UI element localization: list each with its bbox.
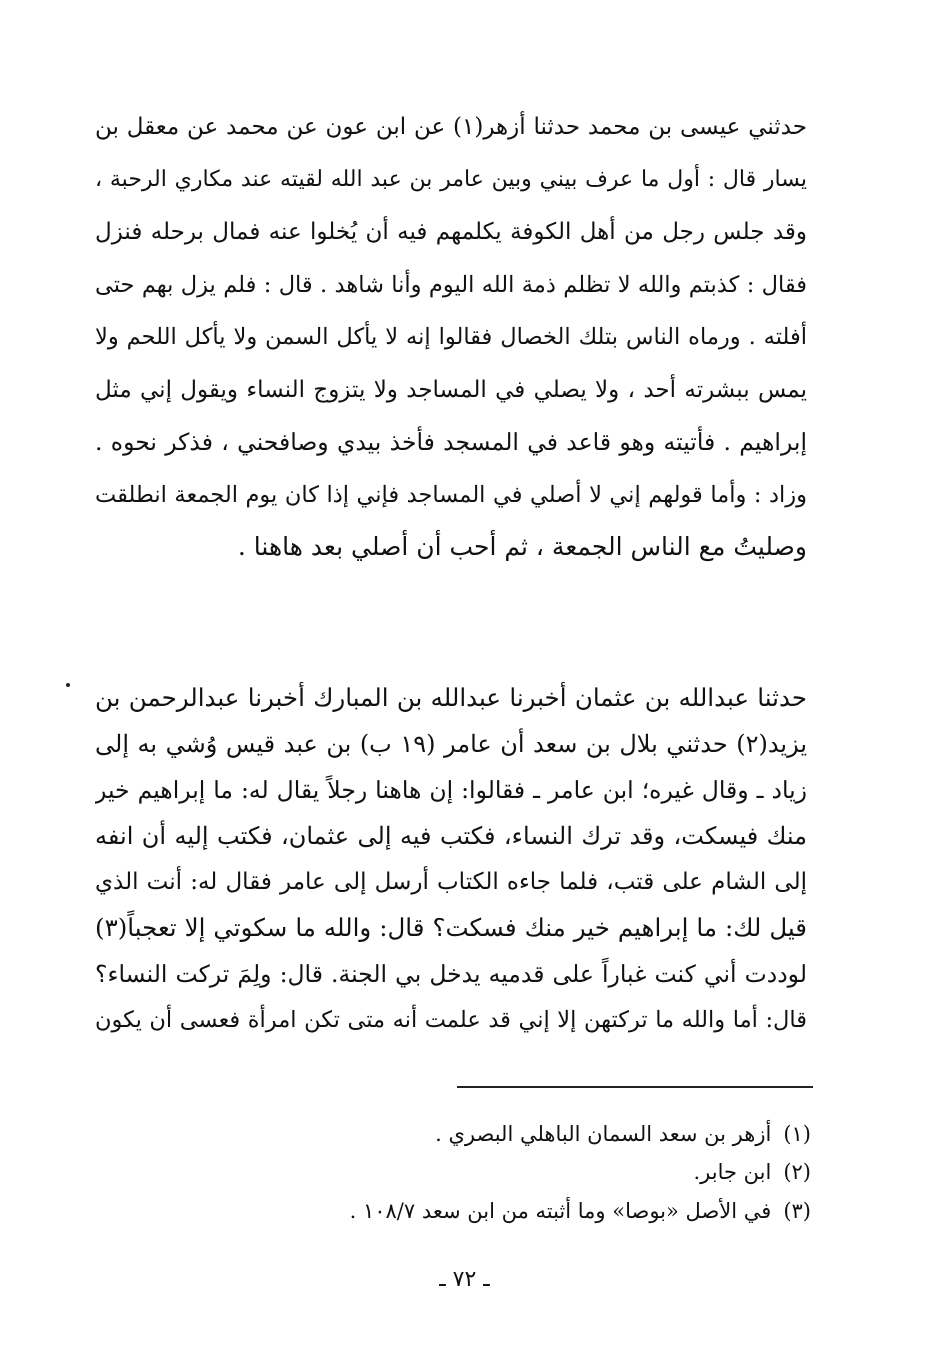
text-line: يمس ببشرته أحد ، ولا يصلي في المساجد ولا يتزوج النساء ويقول إني مثل — [95, 376, 807, 403]
footnote-divider — [457, 1086, 813, 1088]
text-line: وقد جلس رجل من أهل الكوفة يكلمهم فيه أن يُخلوا عنه فمال برحله فنزل — [95, 219, 807, 245]
text-line: منك فيسكت، وقد ترك النساء، فكتب فيه إلى عثمان، فكتب إليه أن انفه — [95, 822, 807, 850]
footnote-number: (٢) — [783, 1160, 811, 1184]
text-line: إبراهيم . فأتيته وهو قاعد في المسجد فأخذ بيدي وصافحني ، فذكر نحوه . — [95, 428, 807, 456]
text-line: يسار قال : أول ما عرف بيني وبين عامر بن عبد الله لقيته عند مكاري الرحبة ، — [95, 166, 807, 192]
footnote-1 — [251, 1122, 811, 1146]
text-line: أفلته . ورماه الناس بتلك الخصال فقالوا إنه لا يأكل السمن ولا يأكل اللحم ولا — [95, 324, 807, 350]
footnote-text: في الأصل «بوصا» وما أثبته من ابن سعد ١٠٨/٧ . — [349, 1199, 772, 1223]
footnote-2 — [251, 1160, 811, 1184]
footnote-text: ابن جابر. — [693, 1160, 772, 1184]
footnote-number: (١) — [783, 1122, 811, 1146]
scan-speck — [66, 683, 70, 687]
text-line: فقال : كذبتم والله لا تظلم ذمة الله اليوم وأنا شاهد . قال : فلم يزل بهم حتى — [95, 271, 807, 298]
text-line: وزاد : وأما قولهم إني لا أصلي في المساجد فإني إذا كان يوم الجمعة انطلقت — [95, 481, 807, 508]
page-number: ـ ٧٢ ـ — [439, 1267, 490, 1292]
footnote-number: (٣) — [783, 1199, 811, 1223]
footnote-text: أزهر بن سعد السمان الباهلي البصري . — [435, 1122, 772, 1146]
text-line: قيل لك: ما إبراهيم خير منك فسكت؟ قال: والله ما سكوتي إلا تعجباً(٣) — [95, 913, 807, 942]
text-line: حدثني عيسى بن محمد حدثنا أزهر(١) عن ابن عون عن محمد عن معقل بن — [95, 114, 807, 140]
text-line: لوددت أني كنت غباراً على قدميه يدخل بي الجنة. قال: ولِمَ تركت النساء؟ — [95, 960, 807, 988]
text-line: يزيد(٢) حدثني بلال بن سعد أن عامر (١٩ ب) بن عبد قيس وُشي به إلى — [95, 730, 807, 758]
text-line: إلى الشام على قتب، فلما جاءه الكتاب أرسل إلى عامر فقال له: أنت الذي — [95, 869, 807, 895]
paragraph-1 — [95, 101, 807, 574]
text-line: حدثنا عبدالله بن عثمان أخبرنا عبدالله بن المبارك أخبرنا عبدالرحمن بن — [95, 683, 807, 712]
footnote-3 — [251, 1199, 811, 1223]
text-line: زياد ـ وقال غيره؛ ابن عامر ـ فقالوا: إن هاهنا رجلاً يقال له: ما إبراهيم خير — [95, 776, 807, 804]
text-line: قال: أما والله ما تركتهن إلا إني قد علمت أنه متى تكن امرأة فعسى أن يكون — [95, 1007, 807, 1033]
text-line: وصليتُ مع الناس الجمعة ، ثم أحب أن أصلي بعد هاهنا . — [237, 532, 807, 561]
paragraph-2 — [95, 675, 807, 1043]
